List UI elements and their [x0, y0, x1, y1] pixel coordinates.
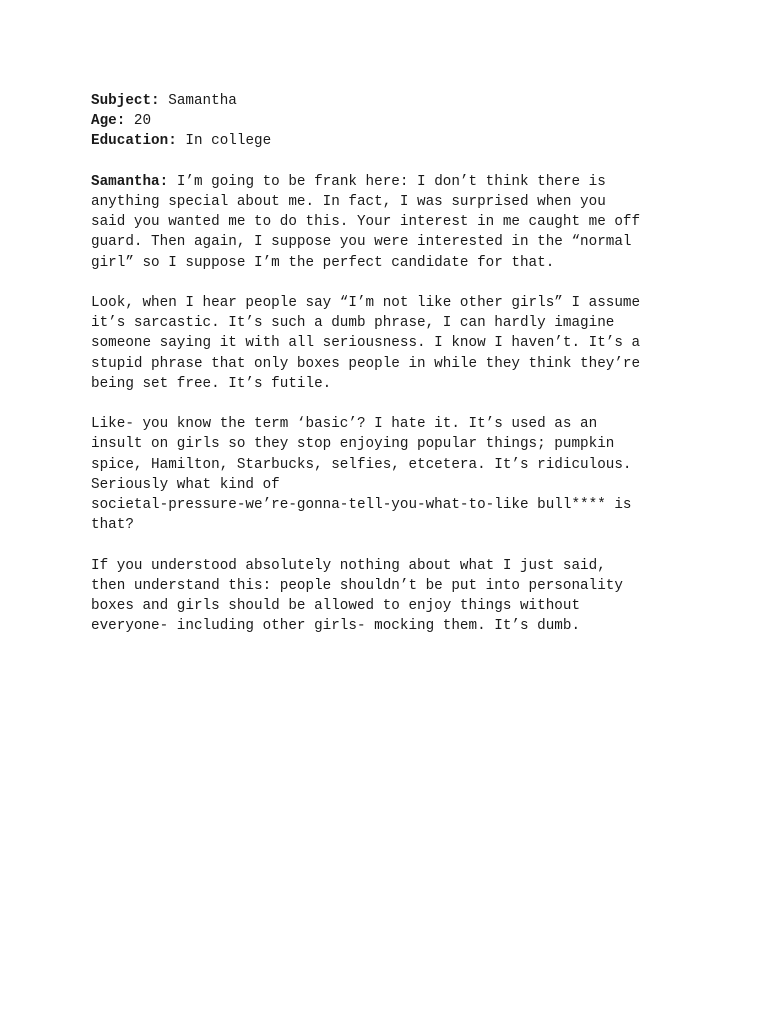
paragraph-line: someone saying it with all seriousness. I know I haven’t. It’s a — [91, 335, 641, 352]
paragraph-text: I’m going to be frank here: I don’t think there is — [176, 173, 606, 190]
age-value: 20 — [133, 113, 152, 130]
paragraph-line: that? — [91, 517, 134, 534]
paragraph-line: If you understood absolutely nothing about what I just said, — [91, 557, 606, 574]
subject-value: Samantha — [168, 93, 237, 109]
paragraph-line — [91, 172, 691, 192]
document-content — [91, 91, 691, 657]
subject-label: Subject: — [91, 93, 160, 109]
interview-header — [91, 91, 691, 152]
paragraph-line: then understand this: people shouldn’t be put into personality — [91, 577, 623, 594]
paragraph-line: Look, when I hear people say “I’m not like other girls” I assume — [91, 295, 641, 311]
subject-line — [91, 91, 691, 111]
education-line — [91, 131, 691, 151]
paragraph-1 — [91, 172, 691, 273]
paragraph-line: Seriously what kind of — [91, 476, 280, 493]
paragraph-line: it’s sarcastic. It’s such a dumb phrase, I can hardly imagine — [91, 315, 615, 332]
paragraph-line: said you wanted me to do this. Your interest in me caught me off — [91, 214, 641, 231]
age-label: Age: — [91, 113, 126, 130]
paragraph-line: insult on girls so they stop enjoying popular things; pumpkin — [91, 436, 615, 453]
paragraph-3 — [91, 414, 691, 535]
paragraph-line: girl” so I suppose I’m the perfect candidate for that. — [91, 254, 555, 271]
paragraph-line: Like- you know the term ‘basic’? I hate it. It’s used as an — [91, 416, 598, 433]
paragraph-line: being set free. It’s futile. — [91, 375, 332, 392]
paragraph-line: boxes and girls should be allowed to enjoy things without — [91, 598, 581, 615]
paragraph-line: anything special about me. In fact, I was surprised when you — [91, 194, 606, 210]
paragraph-4 — [91, 556, 691, 637]
paragraph-2 — [91, 293, 691, 394]
speaker-label: Samantha: — [91, 173, 169, 190]
paragraph-line: spice, Hamilton, Starbucks, selfies, etcetera. It’s ridiculous. — [91, 456, 632, 473]
education-value: In college — [185, 133, 272, 150]
paragraph-line: guard. Then again, I suppose you were interested in the “normal — [91, 234, 632, 251]
age-line — [91, 111, 691, 131]
paragraph-line: stupid phrase that only boxes people in while they think they’re — [91, 355, 641, 372]
education-label: Education: — [91, 133, 177, 150]
paragraph-line: everyone- including other girls- mocking them. It’s dumb. — [91, 618, 581, 635]
paragraph-line: societal-pressure-we’re-gonna-tell-you-what-to-like bull**** is — [91, 497, 632, 514]
